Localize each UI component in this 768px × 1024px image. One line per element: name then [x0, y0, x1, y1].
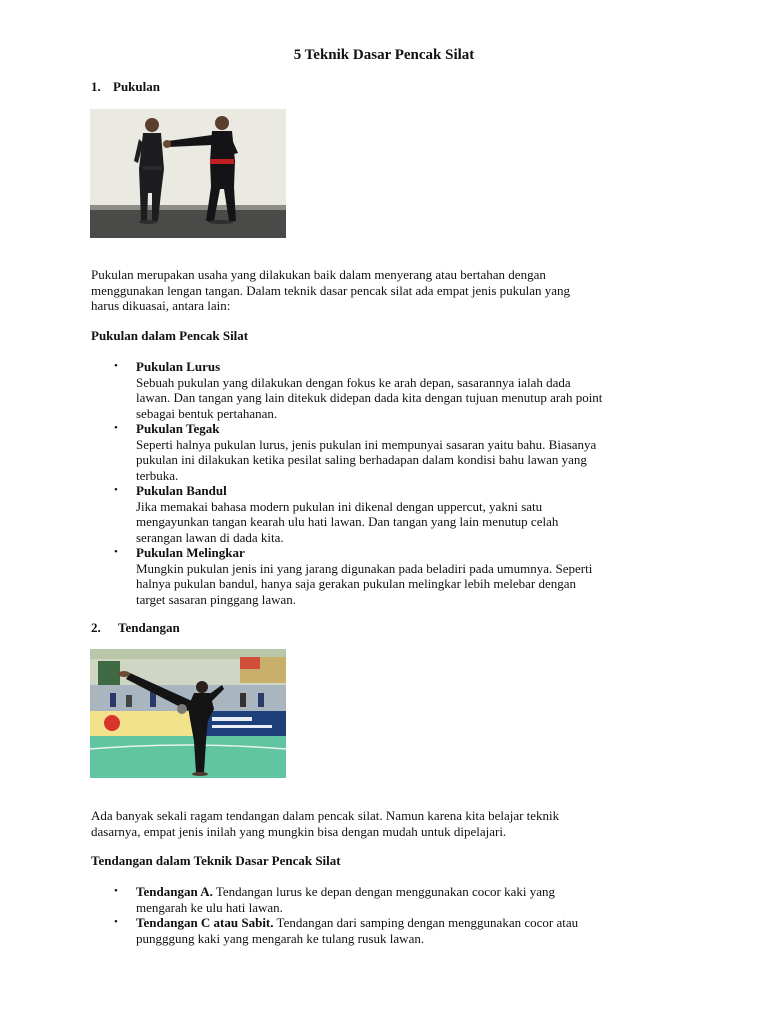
list-item: • Pukulan Melingkar Mungkin pukulan jenis ini yang jarang digunakan pada beladiri pada umumnya. Seperti halnya pukulan bandul, hanya saja gerakan pukulan melingkar lebih melebar dengan target sasaran pinggang lawan. — [91, 545, 711, 607]
list-item: • Pukulan Tegak Seperti halnya pukulan lurus, jenis pukulan ini mempunyai sasaran yaitu bahu. Biasanya pukulan ini dilakukan ketika pesilat saling berhadapan dalam kondisi bahu lawan yang terbuka. — [91, 421, 711, 483]
paragraph-tendangan: Ada banyak sekali ragam tendangan dalam pencak silat. Namun karena kita belajar teknik dasarnya, empat jenis inilah yang mungkin bisa dengan mudah untuk dipelajari. — [91, 808, 560, 839]
item-title: Tendangan A. — [136, 884, 213, 899]
subheading-pukulan: Pukulan dalam Pencak Silat — [91, 328, 249, 343]
item-title: Pukulan Tegak — [136, 421, 220, 436]
item-title: Pukulan Melingkar — [136, 545, 245, 560]
bullet-icon: • — [114, 885, 118, 897]
bullet-icon: • — [114, 546, 118, 558]
section-title: Tendangan — [118, 620, 180, 635]
section-number: 2. — [91, 620, 101, 635]
bullet-list-tendangan — [91, 884, 711, 946]
section-number: 1. — [91, 79, 101, 94]
list-item: • Pukulan Lurus Sebuah pukulan yang dilakukan dengan fokus ke arah depan, sasarannya ialah dada lawan. Dan tangan yang lain ditekuk didepan dada kita dengan tujuan menutup arah point sebagai bentuk pertahanan. — [91, 359, 711, 421]
bullet-icon: • — [114, 360, 118, 372]
bullet-icon: • — [114, 422, 118, 434]
document-title: 5 Teknik Dasar Pencak Silat — [293, 47, 475, 63]
item-title: Tendangan C atau Sabit. — [136, 915, 274, 930]
bullet-list-pukulan — [91, 359, 711, 607]
photo-pukulan — [90, 109, 286, 238]
item-title: Pukulan Bandul — [136, 483, 227, 498]
subheading-tendangan: Tendangan dalam Teknik Dasar Pencak Silat — [91, 853, 341, 868]
section-heading-pukulan — [91, 79, 160, 95]
section-heading-tendangan — [91, 620, 180, 636]
photo-tendangan — [90, 649, 286, 778]
item-title: Pukulan Lurus — [136, 359, 221, 374]
list-item: • Tendangan C atau Sabit. Tendangan dari samping dengan menggunakan cocor atau pungggung kaki yang mengarah ke tulang rusuk lawan. — [114, 915, 579, 946]
bullet-icon: • — [114, 484, 118, 496]
bullet-icon: • — [114, 916, 118, 928]
list-item: • Pukulan Bandul Jika memakai bahasa modern pukulan ini dikenal dengan uppercut, yakni satu mengayunkan tangan kearah ulu hati lawan. Dan tangan yang lain menutup celah serangan lawan di dada kita. — [91, 483, 711, 545]
paragraph-pukulan: Pukulan merupakan usaha yang dilakukan baik dalam menyerang atau bertahan dengan menggunakan lengan tangan. Dalam teknik dasar pencak silat ada empat jenis pukulan yang harus dikuasai, antara lain: — [91, 267, 571, 313]
list-item: • Tendangan A. Tendangan lurus ke depan dengan menggunakan cocor kaki yang mengarah ke ulu hati lawan. — [114, 884, 555, 915]
section-title: Pukulan — [113, 79, 160, 94]
